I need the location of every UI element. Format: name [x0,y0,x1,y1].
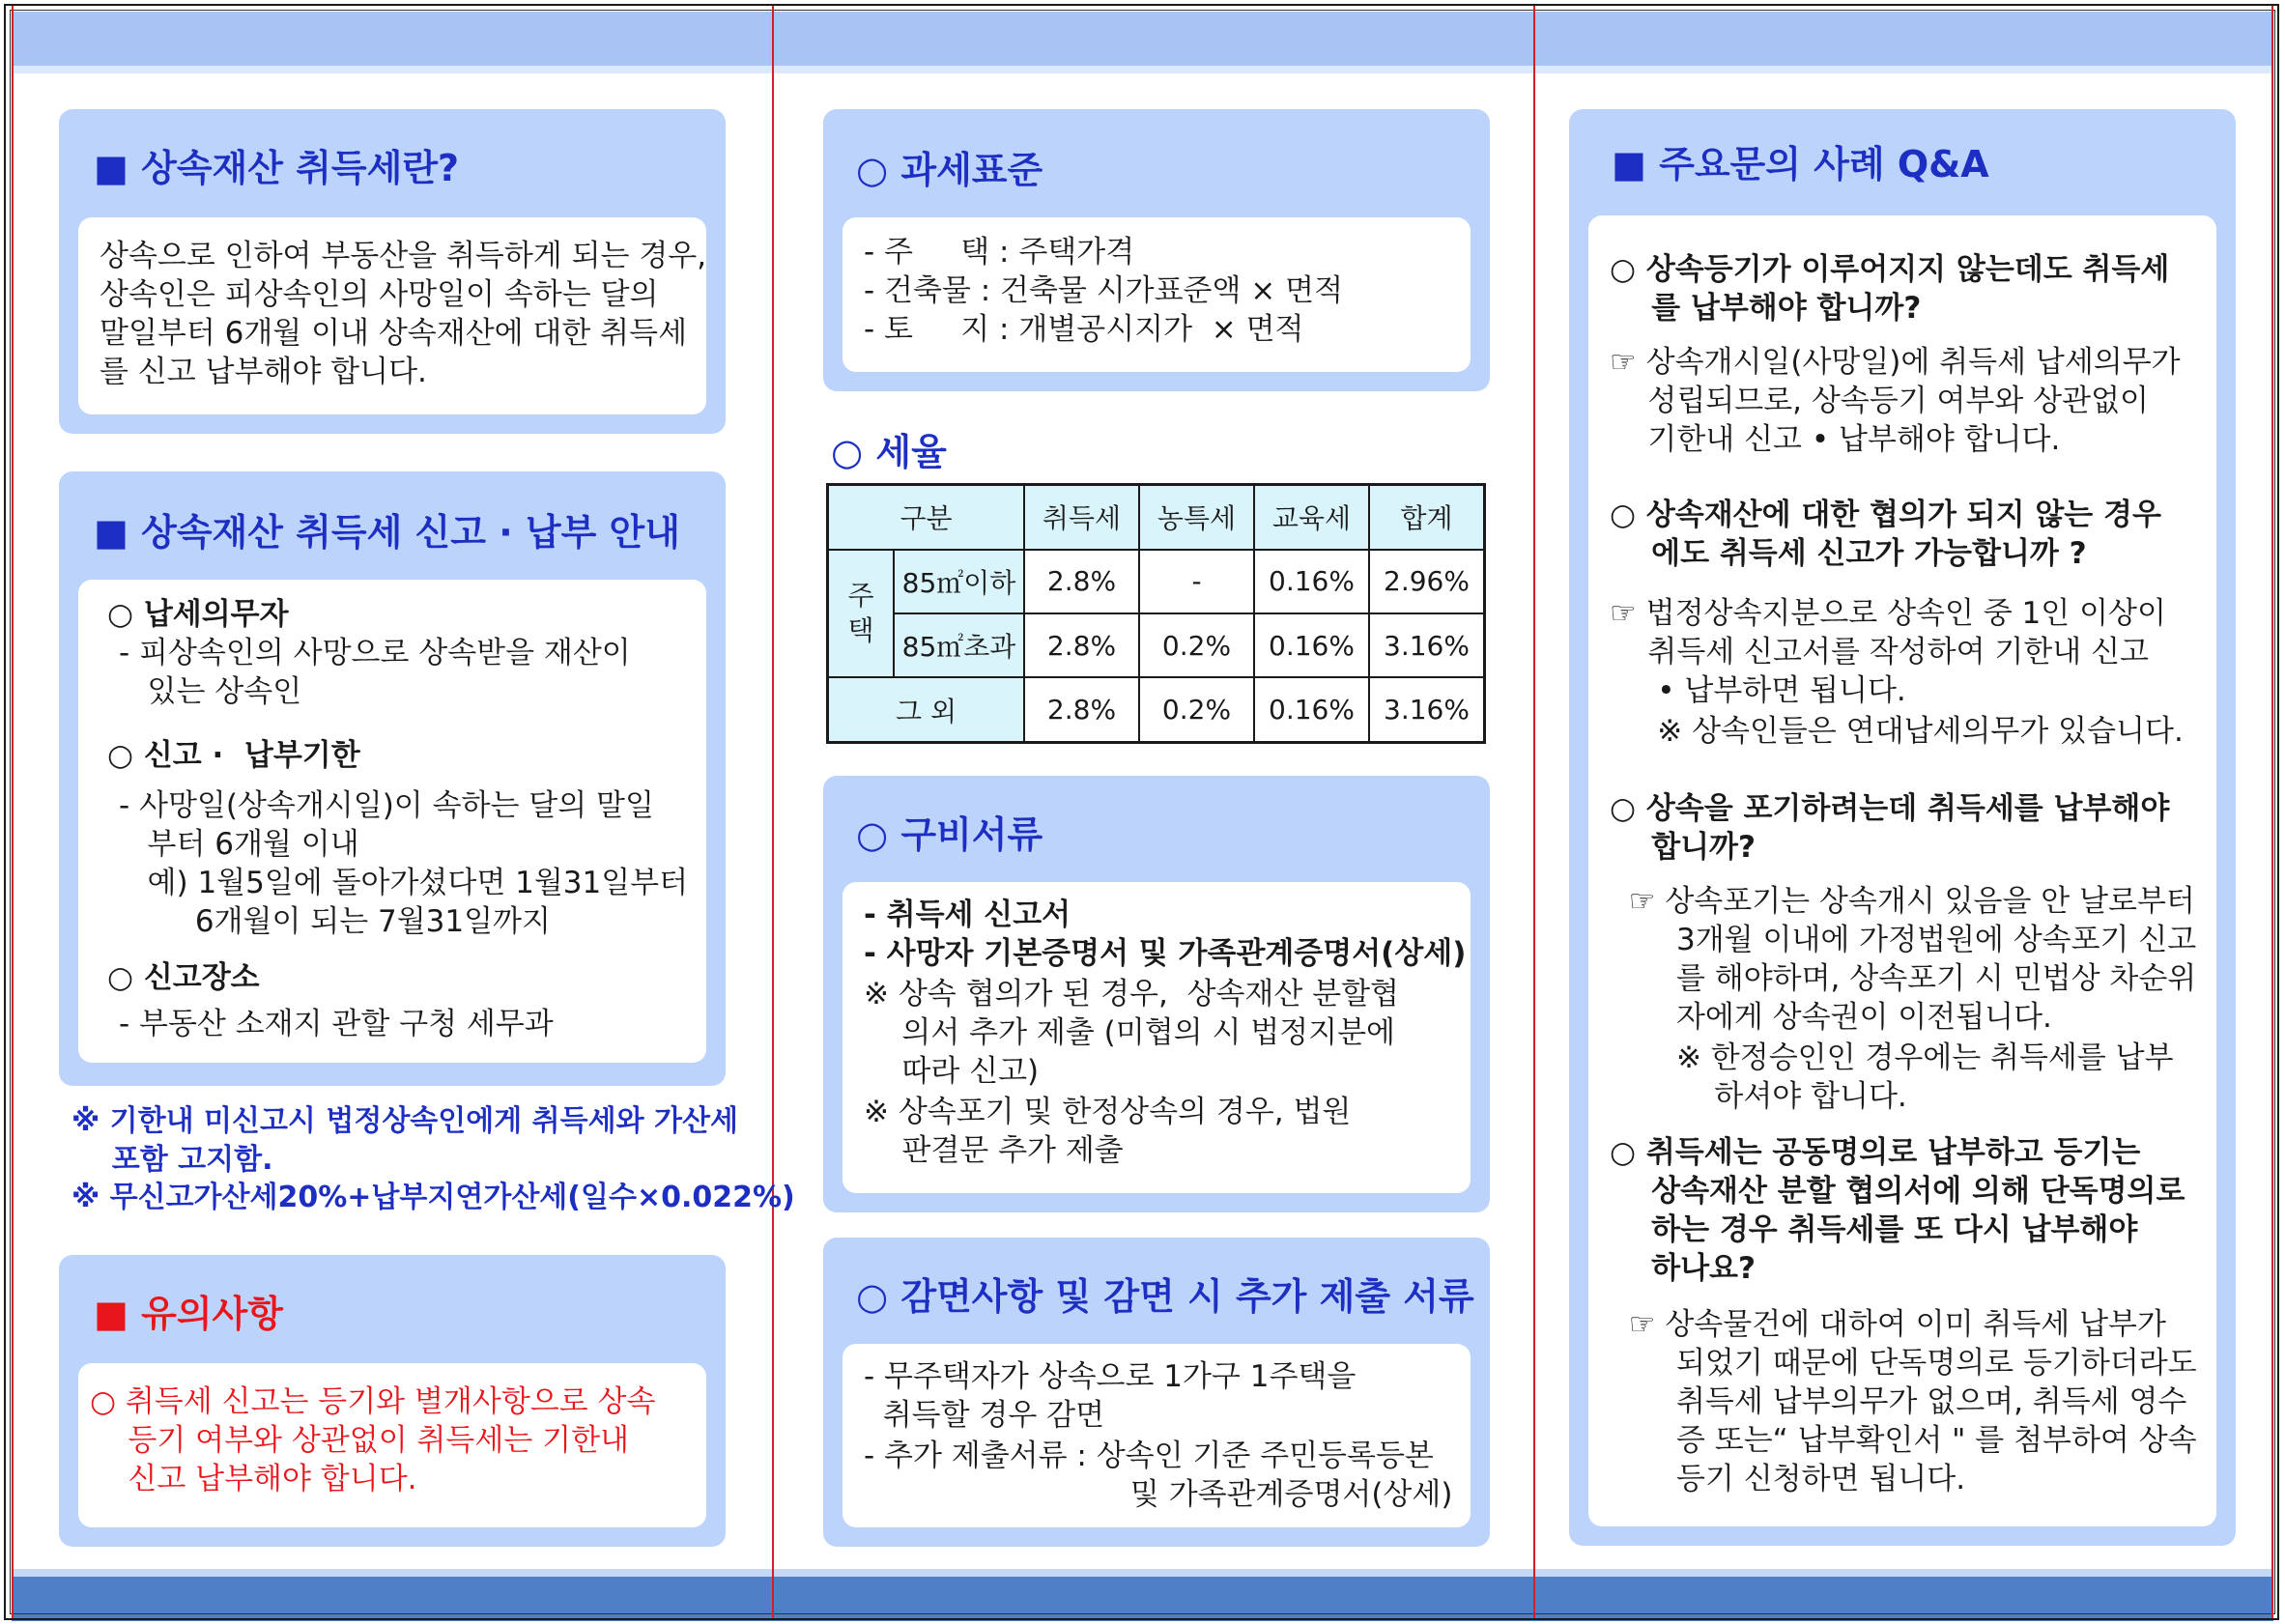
section-cautions [59,1255,726,1547]
question-line: 에도 취득세 신고가 가능합니까 ? [1610,536,2087,571]
header-cell: 교육세 [1254,485,1369,550]
body-line: 및 가족관계증명서(상세) [864,1477,1453,1512]
body-line: 따라 신고) [864,1054,1040,1089]
answer-line: 등기 신청하면 됩니다. [1610,1462,1966,1496]
body-line: - 추가 제출서류 : 상속인 기준 주민등록등본 [864,1439,1434,1473]
body-line: 를 신고 납부해야 합니다. [100,355,427,389]
question-line: 합니까? [1610,830,1756,865]
body-line: - 무주택자가 상속으로 1가구 1주택을 [864,1359,1357,1394]
place-heading: ○ 신고장소 [107,960,260,995]
answer-line: ※ 한정승인인 경우에는 취득세를 납부 [1610,1040,2174,1075]
section-reductions [823,1238,1490,1547]
value-cell: 2.8% [1024,677,1139,742]
body-line: ※ 상속포기 및 한정상속의 경우, 법원 [864,1095,1352,1129]
section-filing-guide [59,471,726,1086]
section-body [78,580,706,1063]
value-cell: 0.16% [1254,613,1369,677]
fold-line-1 [772,6,774,1618]
section-title: ○ 과세표준 [856,149,1043,191]
body-line: - 부동산 소재지 관할 구청 세무과 [119,1007,554,1041]
section-qa [1569,109,2236,1546]
body-line: ※ 상속 협의가 된 경우, 상속재산 분할협 [864,977,1399,1011]
fold-line-left [12,6,14,1618]
row-label-cell: 그 외 [828,677,1025,742]
body-line: ○ 취득세 신고는 등기와 별개사항으로 상속 [90,1384,656,1419]
body-line: - 취득세 신고서 [864,897,1071,932]
deadline-heading: ○ 신고 · 납부기한 [107,738,360,773]
answer-line: ※ 상속인들은 연대납세의무가 있습니다. [1610,714,2184,749]
answer-line: ☞ 상속개시일(사망일)에 취득세 납세의무가 [1610,345,2181,380]
body-line: - 주 택 : 주택가격 [864,235,1135,270]
section-body [843,217,1471,372]
answer-line: ☞ 상속물건에 대하여 이미 취득세 납부가 [1610,1307,2166,1342]
answer-line: 취득세 납부의무가 없으며, 취득세 영수 [1610,1384,2187,1419]
answer-line: 취득세 신고서를 작성하여 기한내 신고 [1610,635,2149,670]
section-body [1588,215,2216,1526]
fold-line-right [2271,6,2273,1618]
value-cell: 0.2% [1139,613,1254,677]
row-label-cell: 85㎡이하 [894,550,1024,613]
answer-line: 하셔야 합니다. [1610,1079,1907,1114]
body-line: 의서 추가 제출 (미협의 시 법정지분에 [864,1015,1395,1050]
value-cell: 3.16% [1369,677,1485,742]
section-title: ■ 유의사항 [94,1293,283,1335]
section-body [78,1363,706,1527]
fold-line-2 [1533,6,1535,1618]
body-line: - 건축물 : 건축물 시가표준액 × 면적 [864,273,1344,308]
body-line: 취득할 경우 감면 [864,1398,1105,1433]
section-body [78,217,706,414]
body-line: - 사망자 기본증명서 및 가족관계증명서(상세) [864,936,1467,971]
question-line: 하나요? [1610,1251,1756,1286]
section-title: ○ 구비서류 [856,813,1043,856]
header-cell: 농특세 [1139,485,1254,550]
answer-line: 자에게 상속권이 이전됩니다. [1610,1000,2052,1035]
value-cell: 0.2% [1139,677,1254,742]
answer-line: 를 해야하며, 상속포기 시 민법상 차순위 [1610,961,2197,996]
row-label-cell: 85㎡초과 [894,613,1024,677]
section-title: ■ 상속재산 취득세 신고 · 납부 안내 [94,511,680,554]
section-body [843,1344,1471,1527]
header-cell: 합계 [1369,485,1485,550]
header-cell: 구분 [828,485,1025,550]
house-label-cell: 주 택 [828,550,895,678]
question-line: 를 납부해야 합니까? [1610,291,1922,326]
answer-line: • 납부하면 됩니다. [1610,673,1906,708]
answer-line: ☞ 법정상속지분으로 상속인 중 1인 이상이 [1610,596,2166,631]
section-required-documents [823,776,1490,1212]
value-cell: 2.8% [1024,613,1139,677]
section-title: ■ 상속재산 취득세란? [94,147,460,189]
value-cell: - [1139,550,1254,613]
value-cell: 3.16% [1369,613,1485,677]
question-line: ○ 취득세는 공동명의로 납부하고 등기는 [1610,1135,2141,1170]
body-line: 있는 상속인 [119,674,302,709]
penalty-note: 포함 고지함. [71,1143,273,1177]
body-line: 판결문 추가 제출 [864,1133,1124,1168]
value-cell: 2.96% [1369,550,1485,613]
body-line: - 사망일(상속개시일)이 속하는 달의 말일 [119,788,654,823]
body-line: 부터 6개월 이내 [119,827,359,862]
section-tax-base [823,109,1490,391]
body-line: 예) 1월5일에 돌아가셨다면 1월31일부터 [119,866,689,900]
tax-rate-table [826,483,1486,744]
penalty-note: ※ 무신고가산세20%+납부지연가산세(일수×0.022%) [71,1181,795,1214]
body-line: 상속으로 인하여 부동산을 취득하게 되는 경우, [100,239,707,273]
body-line: - 피상속인의 사망으로 상속받을 재산이 [119,636,631,670]
header-cell: 취득세 [1024,485,1139,550]
question-line: 하는 경우 취득세를 또 다시 납부해야 [1610,1212,2138,1247]
body-line: 6개월이 되는 7월31일까지 [119,904,551,939]
section-title: ■ 주요문의 사례 Q&A [1612,143,1989,185]
answer-line: 3개월 이내에 가정법원에 상속포기 신고 [1610,923,2197,957]
section-inheritance-tax-intro [59,109,726,434]
section-body [843,882,1471,1193]
question-line: 상속재산 분할 협의서에 의해 단독명의로 [1610,1174,2185,1209]
body-line: 말일부터 6개월 이내 상속재산에 대한 취득세 [100,316,688,351]
answer-line: 되었기 때문에 단독명의로 등기하더라도 [1610,1346,2197,1381]
section-title: ○ 감면사항 및 감면 시 추가 제출 서류 [856,1275,1474,1318]
answer-line: 성립되므로, 상속등기 여부와 상관없이 [1610,384,2149,418]
value-cell: 0.16% [1254,550,1369,613]
body-line: 상속인은 피상속인의 사망일이 속하는 달의 [100,277,659,312]
body-line: 등기 여부와 상관없이 취득세는 기한내 [90,1423,629,1458]
body-line: - 토 지 : 개별공시지가 × 면적 [864,312,1304,347]
answer-line: ☞ 상속포기는 상속개시 있음을 안 날로부터 [1610,884,2195,919]
question-line: ○ 상속등기가 이루어지지 않는데도 취득세 [1610,252,2170,287]
value-cell: 2.8% [1024,550,1139,613]
answer-line: 기한내 신고 • 납부해야 합니다. [1610,422,2061,457]
question-line: ○ 상속재산에 대한 협의가 되지 않는 경우 [1610,498,2161,532]
body-line: 신고 납부해야 합니다. [90,1462,417,1496]
answer-line: 증 또는“ 납부확인서 " 를 첨부하여 상속 [1610,1423,2197,1458]
taxpayer-heading: ○ 납세의무자 [107,597,289,632]
tax-rate-title: ○ 세율 [831,431,947,473]
penalty-note: ※ 기한내 미신고시 법정상속인에게 취득세와 가산세 [71,1104,738,1138]
value-cell: 0.16% [1254,677,1369,742]
question-line: ○ 상속을 포기하려는데 취득세를 납부해야 [1610,791,2170,826]
